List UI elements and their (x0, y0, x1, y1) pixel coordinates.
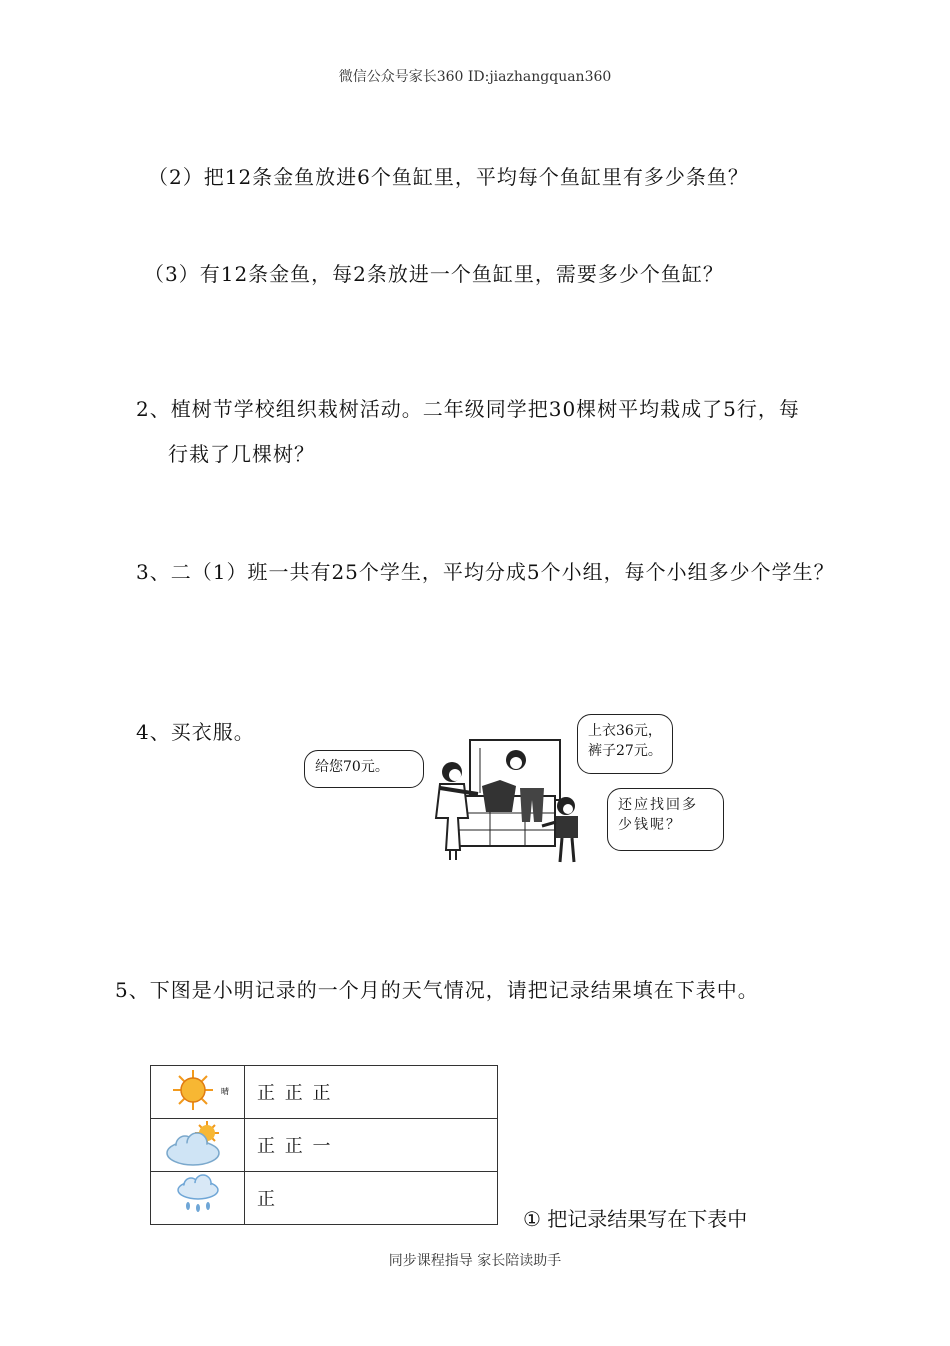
instruction-note: ① 把记录结果写在下表中 (523, 1207, 748, 1231)
question-3: 3、二（1）班一共有25个学生，平均分成5个小组，每个小组多少个学生？ (136, 560, 835, 584)
weather-icon-cell (151, 1066, 245, 1119)
sun-icon (163, 1068, 233, 1112)
shopping-illustration (420, 738, 595, 873)
table-row (151, 1066, 498, 1119)
speech-bubble-child (607, 788, 724, 851)
tally-cell: 正 正 一 (245, 1119, 498, 1172)
speech-bubble-customer (304, 750, 424, 788)
sun-label: 晴 (220, 1087, 229, 1096)
tally-cell: 正 正 正 (245, 1066, 498, 1119)
question-5: 5、下图是小明记录的一个月的天气情况，请把记录结果填在下表中。 (115, 978, 759, 1002)
question-1-2: （2）把12条金鱼放进6个鱼缸里，平均每个鱼缸里有多少条鱼？ (148, 165, 749, 189)
partly-cloudy-icon (163, 1119, 233, 1167)
bubble-clerk-line2: 裤子27元。 (588, 743, 662, 759)
page-footer: 同步课程指导 家长陪读助手 (388, 1253, 562, 1269)
question-2-line2: 行栽了几棵树？ (168, 442, 315, 466)
weather-table (150, 1065, 498, 1225)
question-2-line1: 2、植树节学校组织栽树活动。二年级同学把30棵树平均栽成了5行，每 (136, 397, 800, 421)
question-4: 4、买衣服。 (136, 720, 255, 744)
table-row (151, 1119, 498, 1172)
bubble-customer-text: 给您70元。 (315, 759, 389, 775)
rain-icon (173, 1174, 223, 1218)
bubble-child-line1: 还应找回多 (618, 797, 698, 813)
tally-cell: 正 (245, 1172, 498, 1225)
page-header: 微信公众号家长360 ID:jiazhangquan360 (338, 69, 612, 85)
question-1-3: （3）有12条金鱼，每2条放进一个鱼缸里，需要多少个鱼缸？ (144, 262, 724, 286)
bubble-clerk-line1: 上衣36元， (588, 723, 662, 739)
table-row (151, 1172, 498, 1225)
weather-icon-cell (151, 1119, 245, 1172)
weather-icon-cell (151, 1172, 245, 1225)
bubble-child-line2: 少钱呢？ (618, 817, 682, 833)
